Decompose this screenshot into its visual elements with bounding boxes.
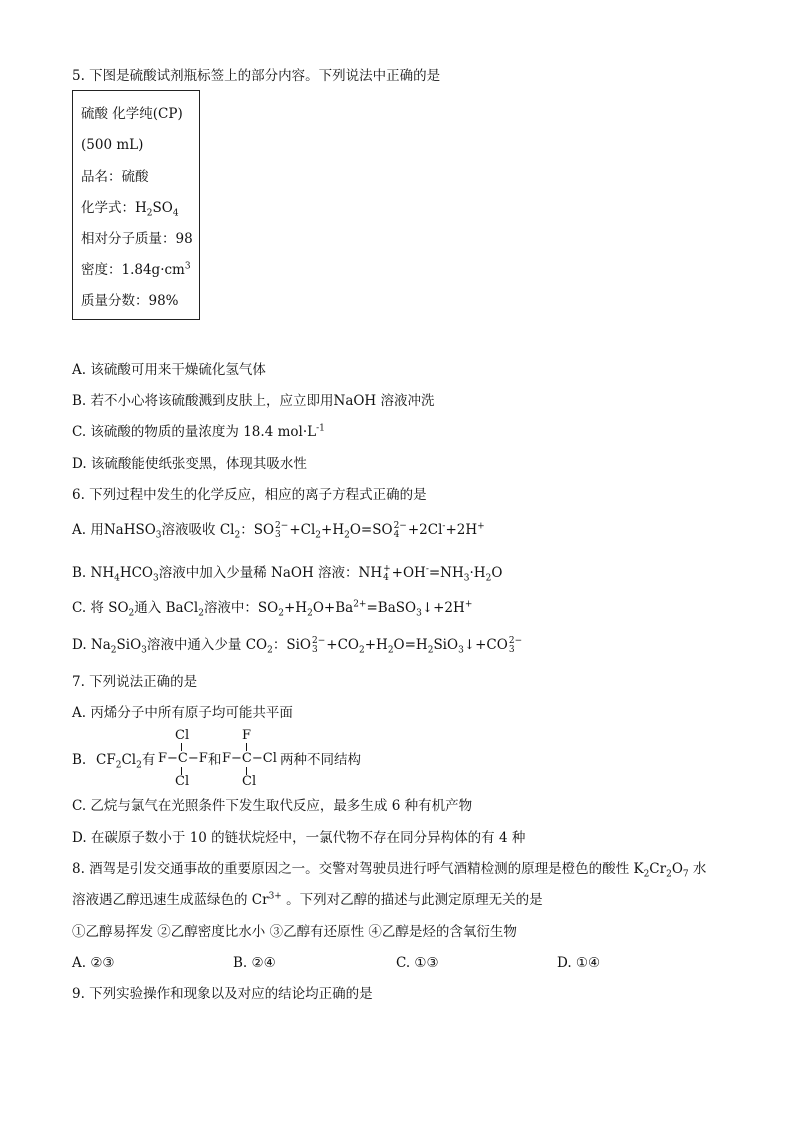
q7-option-b-formula: $CF_2Cl_2$有 xyxy=(96,752,156,771)
q6-option-d: D. $Na_2SiO_3$溶液中通入少量 $CO_2$：SiO 2− 3 $+CO_2+H_2O=H_2SiO_3↓+CO$ 2− 3 xyxy=(72,635,523,656)
label-line-1: 硫酸 化学纯(CP) xyxy=(81,106,183,122)
label-line-3: 品名：硫酸 xyxy=(81,169,149,185)
q7-option-b-and: 和 xyxy=(208,752,222,768)
label-line-formula: 化学式：$H_2SO_4$ xyxy=(81,200,179,219)
structure-1-bottom: Cl xyxy=(175,774,190,789)
label-line-mass: 相对分子质量：98 xyxy=(81,231,193,247)
q9-stem: 9. 下列实验操作和现象以及对应的结论均正确的是 xyxy=(72,986,373,1002)
q6-option-b: B. $NH_4HCO_3$溶液中加入少量稀 NaOH 溶液：NH + 4 $+OH^-=NH_3\cdot H_2O$ xyxy=(72,563,503,584)
q7-option-b-tail: 两种不同结构 xyxy=(280,752,361,768)
q5-stem: 5. 下图是硫酸试剂瓶标签上的部分内容。下列说法中正确的是 xyxy=(72,68,441,84)
structure-1 xyxy=(158,728,210,788)
q5-option-d: D. 该硫酸能使纸张变黑，体现其吸水性 xyxy=(72,456,307,472)
structure-1-top: Cl xyxy=(175,728,190,743)
structure-2-bottom: Cl xyxy=(242,774,257,789)
q7-option-a: A. 丙烯分子中所有原子均可能共平面 xyxy=(72,705,293,721)
structure-2-middle: F−C−Cl xyxy=(222,751,277,766)
structure-2-top: F xyxy=(242,728,252,743)
reagent-label xyxy=(72,90,200,320)
q8-option-a: A. ②③ xyxy=(72,955,115,971)
q8-stem-line-2: 溶液遇乙醇迅速生成蓝绿色的 $Cr^{3+}$ 。下列对乙醇的描述与此测定原理无关的是 xyxy=(72,891,543,908)
q7-stem: 7. 下列说法正确的是 xyxy=(72,674,198,690)
q7-option-b-prefix: B. xyxy=(72,752,87,768)
q8-items: ①乙醇易挥发 ②乙醇密度比水小 ③乙醇有还原性 ④乙醇是烃的含氧衍生物 xyxy=(72,924,517,940)
q8-stem-line-1: 8. 酒驾是引发交通事故的重要原因之一。交警对驾驶员进行呼气酒精检测的原理是橙色的酸性 $K_2Cr_2O_7$ 水 xyxy=(72,861,707,880)
label-line-fraction: 质量分数：98% xyxy=(81,293,179,309)
q7-option-d: D. 在碳原子数小于 10 的链状烷烃中，一氯代物不存在同分异构体的有 4 种 xyxy=(72,830,526,846)
q5-option-a: A. 该硫酸可用来干燥硫化氢气体 xyxy=(72,362,266,378)
q5-option-c: C. 该硫酸的物质的量浓度为 18.4 $mol\cdot L^{-1}$ xyxy=(72,423,325,440)
q8-option-d: D. ①④ xyxy=(557,955,601,971)
q6-option-a: A. 用NaHSO$_3$溶液吸收 $Cl_2$：SO 2− 3 $+Cl_2+H_2O=SO$ 2− 4 +2Cl-+2H+ xyxy=(72,520,485,541)
structure-1-middle: F−C−F xyxy=(158,751,208,766)
q6-option-c: C. 将 $SO_2$通入 BaCl$_2$溶液中：$SO_2+H_2O+Ba^{2+}=BaSO_3↓+2H^+$ xyxy=(72,599,473,619)
structure-2 xyxy=(222,728,282,788)
q7-option-c: C. 乙烷与氯气在光照条件下发生取代反应，最多生成 6 种有机产物 xyxy=(72,798,473,814)
label-line-2: (500 mL) xyxy=(81,137,144,153)
q8-option-c: C. ①③ xyxy=(396,955,439,971)
q8-option-b: B. ②④ xyxy=(233,955,276,971)
label-line-density: 密度：$1.84g\cdot cm^3$ xyxy=(81,261,191,278)
q6-stem: 6. 下列过程中发生的化学反应，相应的离子方程式正确的是 xyxy=(72,487,427,503)
q5-option-b: B. 若不小心将该硫酸溅到皮肤上，应立即用NaOH 溶液冲洗 xyxy=(72,393,435,409)
